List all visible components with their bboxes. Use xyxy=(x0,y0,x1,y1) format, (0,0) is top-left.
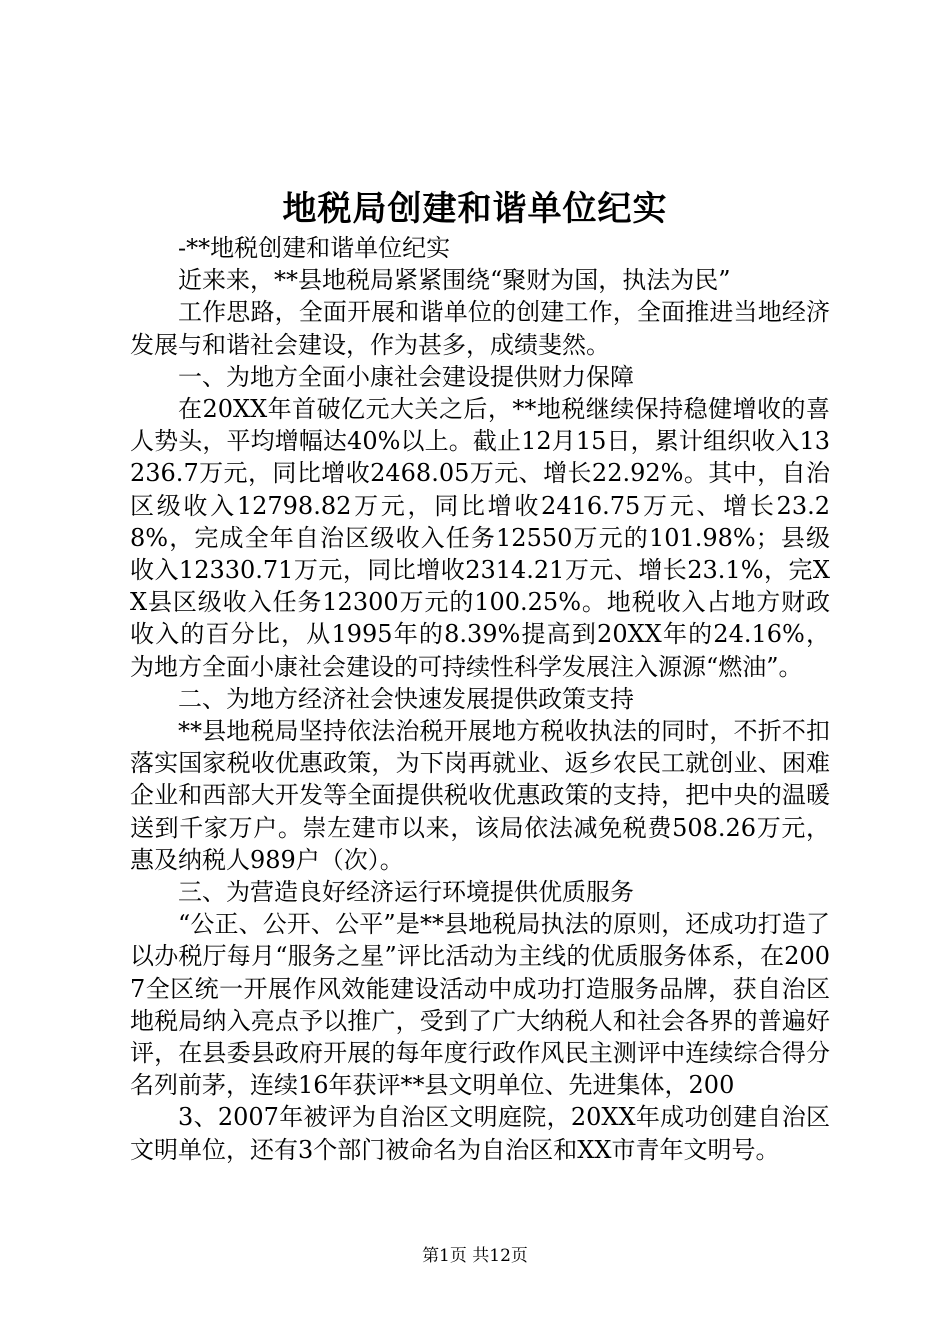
section-3-paragraph: “公正、公开、公平”是**县地税局执法的原则，还成功打造了以办税厅每月“服务之星”评比活动为主线的优质服务体系，在2007全区统一开展作风效能建设活动中成功打造服务品牌，获自治区地税局纳入亮点予以推广，受到了广大纳税人和社会各界的普遍好评，在县委县政府开展的每年度行政作风民主测评中连续综合得分名列前茅，连续16年获评**县文明单位、先进集体，200 xyxy=(130,910,830,1100)
document-title: 地税局创建和谐单位纪实 xyxy=(282,189,668,229)
section-heading-3: 三、为营造良好经济运行环境提供优质服务 xyxy=(178,878,634,907)
section-3-continuation: 3、2007年被评为自治区文明庭院，20XX年成功创建自治区文明单位，还有3个部门被命名为自治区和XX市青年文明号。 xyxy=(130,1103,830,1164)
section-heading-1: 一、为地方全面小康社会建设提供财力保障 xyxy=(178,362,634,391)
intro-paragraph: 近来来，**县地税局紧紧围绕“聚财为国，执法为民” xyxy=(178,266,731,295)
page-footer: 第1页 共12页 xyxy=(422,1246,528,1266)
section-heading-2: 二、为地方经济社会快速发展提供政策支持 xyxy=(178,684,634,713)
section-1-paragraph: 在20XX年首破亿元大关之后，**地税继续保持稳健增收的喜人势头，平均增幅达40%以上。截止12月15日，累计组织收入13236.7万元，同比增收2468.05万元、增长22.92%。其中，自治区级收入12798.82万元，同比增收2416.75万元、增长23.28%，完成全年自治区级收入任务12550万元的101.98%；县级收入12330.71万元，同比增收2314.21万元、增长23.1%，完XX县区级收入任务12300万元的100.25%。地税收入占地方财政收入的百分比，从1995年的8.39%提高到20XX年的24.16%，为地方全面小康社会建设的可持续性科学发展注入源源“燃油”。 xyxy=(130,395,830,681)
section-2-paragraph: **县地税局坚持依法治税开展地方税收执法的同时，不折不扣落实国家税收优惠政策，为下岗再就业、返乡农民工就创业、困难企业和西部大开发等全面提供税收优惠政策的支持，把中央的温暖送到千家万户。崇左建市以来，该局依法减免税费508.26万元，惠及纳税人989户（次）。 xyxy=(130,717,830,874)
subtitle-line: -**地税创建和谐单位纪实 xyxy=(178,234,451,262)
document-body xyxy=(130,232,830,1166)
intro-continuation: 工作思路，全面开展和谐单位的创建工作，全面推进当地经济发展与和谐社会建设，作为甚多，成绩斐然。 xyxy=(130,298,830,359)
